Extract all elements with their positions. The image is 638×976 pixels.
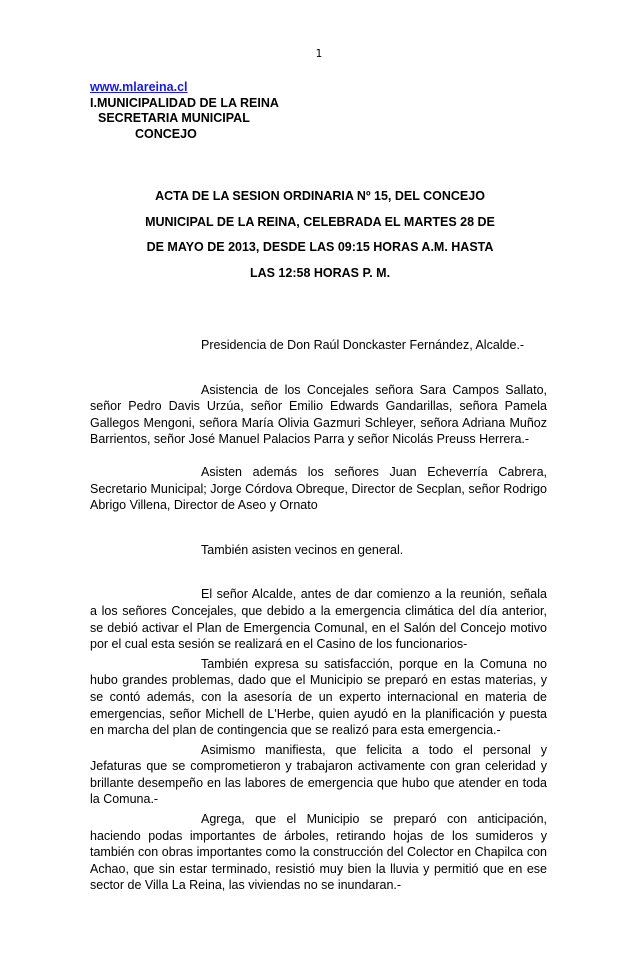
paragraph-felicita: Asimismo manifiesta, que felicita a todo el personal y Jefaturas que se comprometieron y trabajaron activamente con gran celeridad y brillante desempeño en las labores de emergencia que hubo que atender en toda la Comuna.-: [90, 742, 547, 807]
paragraph-agrega: Agrega, que el Municipio se preparó con anticipación, haciendo podas importantes de árboles, retirando hojas de los sumideros y también con obras importantes como la construcción del Colector en Chapilca con Achao, que sin estar terminado, resistió muy bien la lluvia y permitió que en ese sector de Villa La Reina, las viviendas no se inundaran.-: [90, 812, 547, 893]
header-municipality: I.MUNICIPALIDAD DE LA REINA: [90, 95, 279, 110]
document-body: [90, 337, 547, 894]
header-secretaria: SECRETARIA MUNICIPAL: [98, 111, 250, 126]
website-link[interactable]: www.mlareina.cl: [90, 80, 188, 94]
title-line-1: ACTA DE LA SESION ORDINARIA Nº 15, DEL CONCEJO: [155, 189, 485, 203]
title-line-4: LAS 12:58 HORAS P. M.: [249, 265, 391, 280]
title-line-2: MUNICIPAL DE LA REINA, CELEBRADA EL MARTES 28 DE: [145, 214, 495, 229]
paragraph-asistencia: Asistencia de los Concejales señora Sara Campos Sallato, señor Pedro Davis Urzúa, señor Emilio Edwards Gandarillas, señora Pamela Gallegos Mengoni, señora María Olivia Gazmuri Schleyer, señora Adriana Muñoz Barrientos, señor José Manuel Palacios Parra y señor Nicolás Preuss Herrera.-: [90, 382, 547, 447]
paragraph-presidencia: Presidencia de Don Raúl Donckaster Fernández, Alcalde.-: [201, 338, 525, 352]
title-line-3: DE MAYO DE 2013, DESDE LAS 09:15 HORAS A.M. HASTA: [146, 240, 494, 254]
document-title: [90, 184, 550, 286]
paragraph-alcalde: El señor Alcalde, antes de dar comienzo a la reunión, señala a los señores Concejales, que debido a la emergencia climática del día anterior, se debió activar el Plan de Emergencia Comunal, en el Salón del Concejo motivo por el cual esta sesión se realizará en el Casino de los funcionarios-: [90, 587, 547, 652]
paragraph-vecinos: También asisten vecinos en general.: [201, 542, 404, 557]
paragraph-asisten: Asisten además los señores Juan Echeverría Cabrera, Secretario Municipal; Jorge Córdova Obreque, Director de Secplan, señor Rodrigo Abrigo Villena, Director de Aseo y Ornato: [90, 464, 547, 513]
paragraph-satisfaccion: También expresa su satisfacción, porque en la Comuna no hubo grandes problemas, dado que el Municipio se preparó en estas materias, y se contó además, con la asesoría de un experto internacional en materia de emergencias, señor Michell de L'Herbe, quien ayudó en la planificación y puesta en marcha del plan de contingencia que se realizó para esta emergencia.-: [90, 656, 547, 738]
page-number: 1: [315, 48, 323, 60]
document-header: [90, 80, 279, 142]
header-concejo: CONCEJO: [135, 126, 197, 141]
